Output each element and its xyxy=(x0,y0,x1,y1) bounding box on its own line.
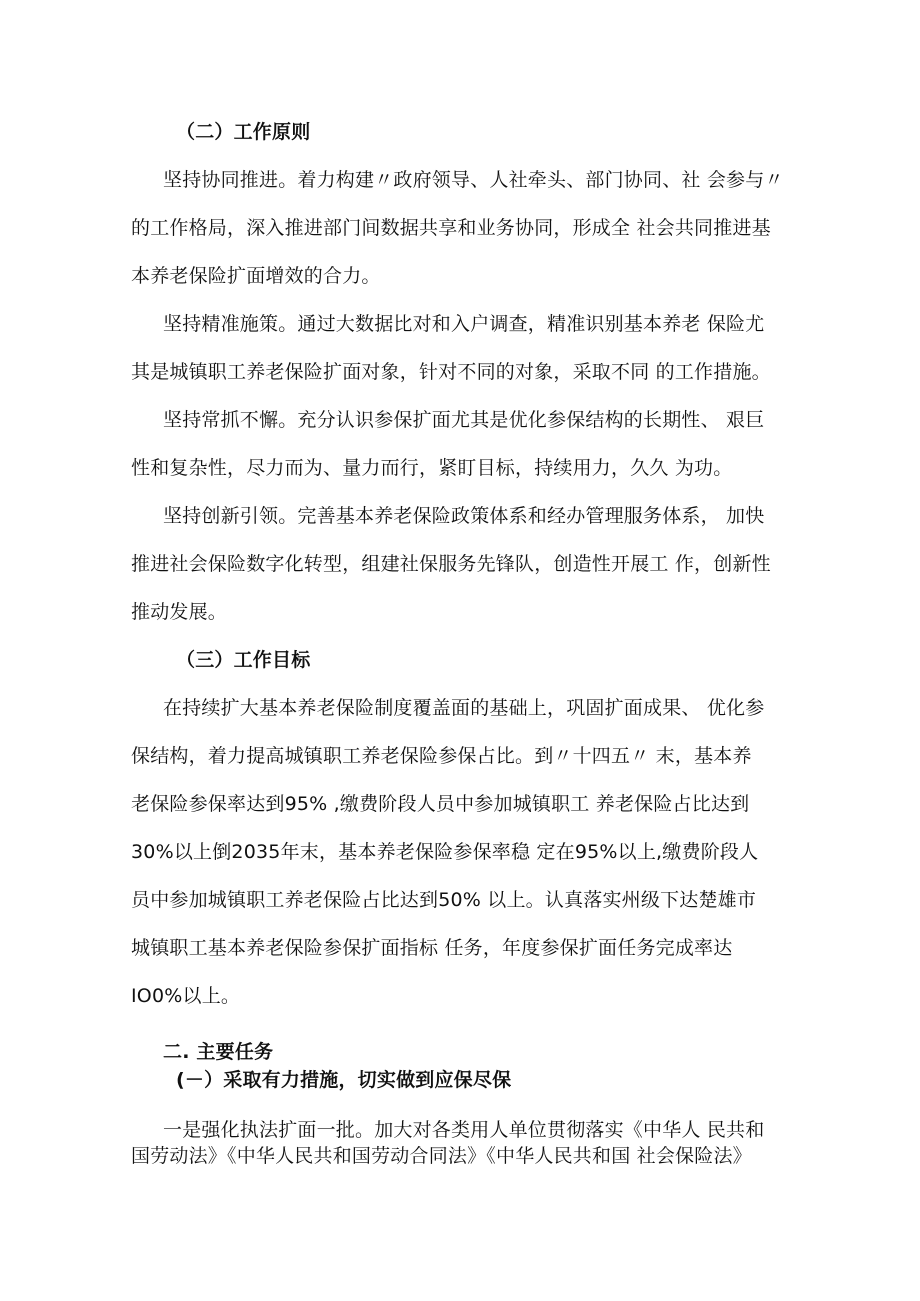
goals-line-2: 保结构，着力提高城镇职工养老保险参保占比。到〃十四五〃 末，基本养 xyxy=(131,745,752,767)
heading-work-goals: （三）工作目标 xyxy=(176,649,311,671)
goals-line-1: 在持续扩大基本养老保险制度覆盖面的基础上，巩固扩面成果、 优化参 xyxy=(163,697,765,719)
principle-innovation-line-2: 推进社会保险数字化转型，组建社保服务先锋队，创造性开展工 作，创新性 xyxy=(131,553,771,575)
goals-line-7: IO0%以上。 xyxy=(131,985,241,1007)
goals-line-5: 员中参加城镇职工养老保险占比达到50% 以上。认真落实州级下达楚雄市 xyxy=(131,889,757,911)
principle-precision-line-2: 其是城镇职工养老保险扩面对象，针对不同的对象，采取不同 的工作措施。 xyxy=(131,361,771,383)
section-main-tasks: 二. 主要任务 xyxy=(163,1041,274,1063)
principle-innovation-line-3: 推动发展。 xyxy=(131,601,228,623)
principle-innovation-line-1: 坚持创新引领。完善基本养老保险政策体系和经办管理服务体系， 加快 xyxy=(163,505,765,527)
goals-line-6: 城镇职工基本养老保险参保扩面指标 任务，年度参保扩面任务完成率达 xyxy=(131,937,733,959)
principle-coordination-line-3: 本养老保险扩面增效的合力。 xyxy=(131,265,381,287)
principle-persistence-line-2: 性和复杂性，尽力而为、量力而行，紧盯目标，持续用力，久久 为功。 xyxy=(131,457,733,479)
principle-precision-line-1: 坚持精准施策。通过大数据比对和入户调查，精准识别基本养老 保险尤 xyxy=(163,313,765,335)
principle-coordination-line-1: 坚持协同推进。着力构建〃政府领导、人社牵头、部门协同、社 会参与〃 xyxy=(163,169,784,191)
task-enforcement-line-1: 一是强化执法扩面一批。加大对各类用人单位贯彻落实《中华人 民共和 xyxy=(163,1119,765,1141)
principle-persistence-line-1: 坚持常抓不懈。充分认识参保扩面尤其是优化参保结构的长期性、 艰巨 xyxy=(163,409,765,431)
goals-line-4: 30%以上倒2035年末，基本养老保险参保率稳 定在95%以上,缴费阶段人 xyxy=(131,841,759,863)
goals-line-3: 老保险参保率达到95% ,缴费阶段人员中参加城镇职工 养老保险占比达到 xyxy=(131,793,750,815)
subheading-effective-measures: (－）采取有力措施，切实做到应保尽保 xyxy=(176,1069,512,1091)
task-enforcement-line-2: 国劳动法》《中华人民共和国劳动合同法》《中华人民共和国 社会保险法》 xyxy=(131,1145,752,1167)
heading-work-principles: （二）工作原则 xyxy=(176,121,311,143)
principle-coordination-line-2: 的工作格局，深入推进部门间数据共享和业务协同，形成全 社会共同推进基 xyxy=(131,217,771,239)
